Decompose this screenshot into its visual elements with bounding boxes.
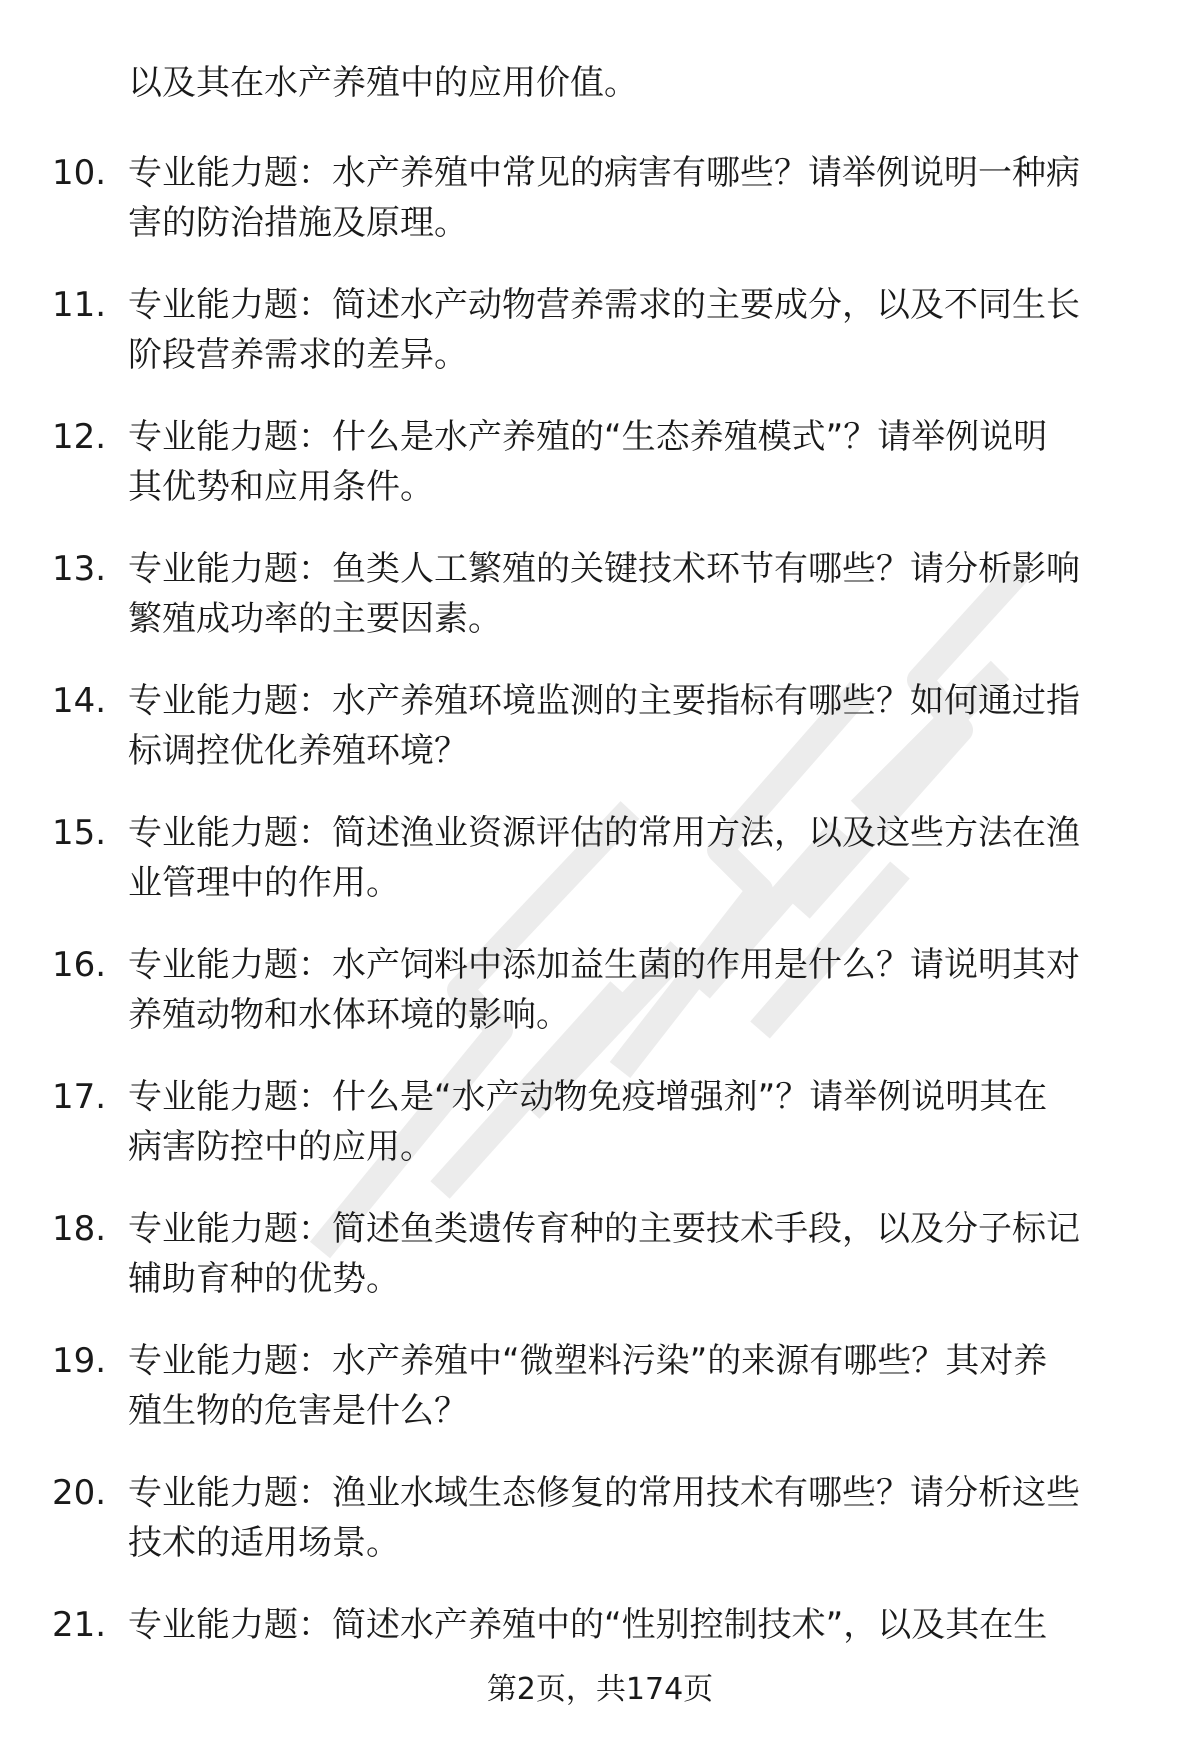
question-item [0, 1072, 1200, 1204]
question-text: 专业能力题：什么是“水产动物免疫增强剂”？请举例说明其在 病害防控中的应用。 [128, 1077, 1048, 1167]
question-item [0, 1204, 1200, 1336]
question-number: 17. [52, 1077, 107, 1117]
continuation-text: 以及其在水产养殖中的应用价值。 [128, 63, 638, 103]
question-item [0, 280, 1200, 412]
question-number: 19. [52, 1341, 107, 1381]
question-item [0, 940, 1200, 1072]
question-list [0, 148, 1200, 1732]
question-item [0, 544, 1200, 676]
question-number: 14. [52, 681, 107, 721]
page-footer: 第2页，共174页 [486, 1672, 714, 1707]
question-item [0, 676, 1200, 808]
question-item [0, 412, 1200, 544]
question-text: 专业能力题：水产养殖环境监测的主要指标有哪些？如何通过指 标调控优化养殖环境？ [128, 681, 1080, 771]
question-number: 21. [52, 1605, 107, 1645]
question-number: 11. [52, 285, 107, 325]
question-item [0, 1600, 1200, 1732]
question-text: 专业能力题：简述水产动物营养需求的主要成分，以及不同生长 阶段营养需求的差异。 [128, 285, 1080, 375]
question-number: 18. [52, 1209, 107, 1249]
question-number: 15. [52, 813, 107, 853]
question-number: 12. [52, 417, 107, 457]
question-text: 专业能力题：简述鱼类遗传育种的主要技术手段，以及分子标记 辅助育种的优势。 [128, 1209, 1080, 1299]
question-text: 专业能力题：简述渔业资源评估的常用方法，以及这些方法在渔 业管理中的作用。 [128, 813, 1080, 903]
question-text: 专业能力题：渔业水域生态修复的常用技术有哪些？请分析这些 技术的适用场景。 [128, 1473, 1080, 1563]
question-number: 13. [52, 549, 107, 589]
question-text: 专业能力题：水产养殖中“微塑料污染”的来源有哪些？其对养 殖生物的危害是什么？ [128, 1341, 1048, 1431]
question-item [0, 808, 1200, 940]
question-number: 20. [52, 1473, 107, 1513]
question-text: 专业能力题：什么是水产养殖的“生态养殖模式”？请举例说明 其优势和应用条件。 [128, 417, 1048, 507]
question-item [0, 148, 1200, 280]
question-text: 专业能力题：水产养殖中常见的病害有哪些？请举例说明一种病 害的防治措施及原理。 [128, 153, 1080, 243]
question-item [0, 1468, 1200, 1600]
question-text: 专业能力题：简述水产养殖中的“性别控制技术”，以及其在生 [128, 1605, 1048, 1645]
question-text: 专业能力题：水产饲料中添加益生菌的作用是什么？请说明其对 养殖动物和水体环境的影响。 [128, 945, 1080, 1035]
question-number: 10. [52, 153, 107, 193]
question-item [0, 1336, 1200, 1468]
question-number: 16. [52, 945, 107, 985]
question-text: 专业能力题：鱼类人工繁殖的关键技术环节有哪些？请分析影响 繁殖成功率的主要因素。 [128, 549, 1080, 639]
